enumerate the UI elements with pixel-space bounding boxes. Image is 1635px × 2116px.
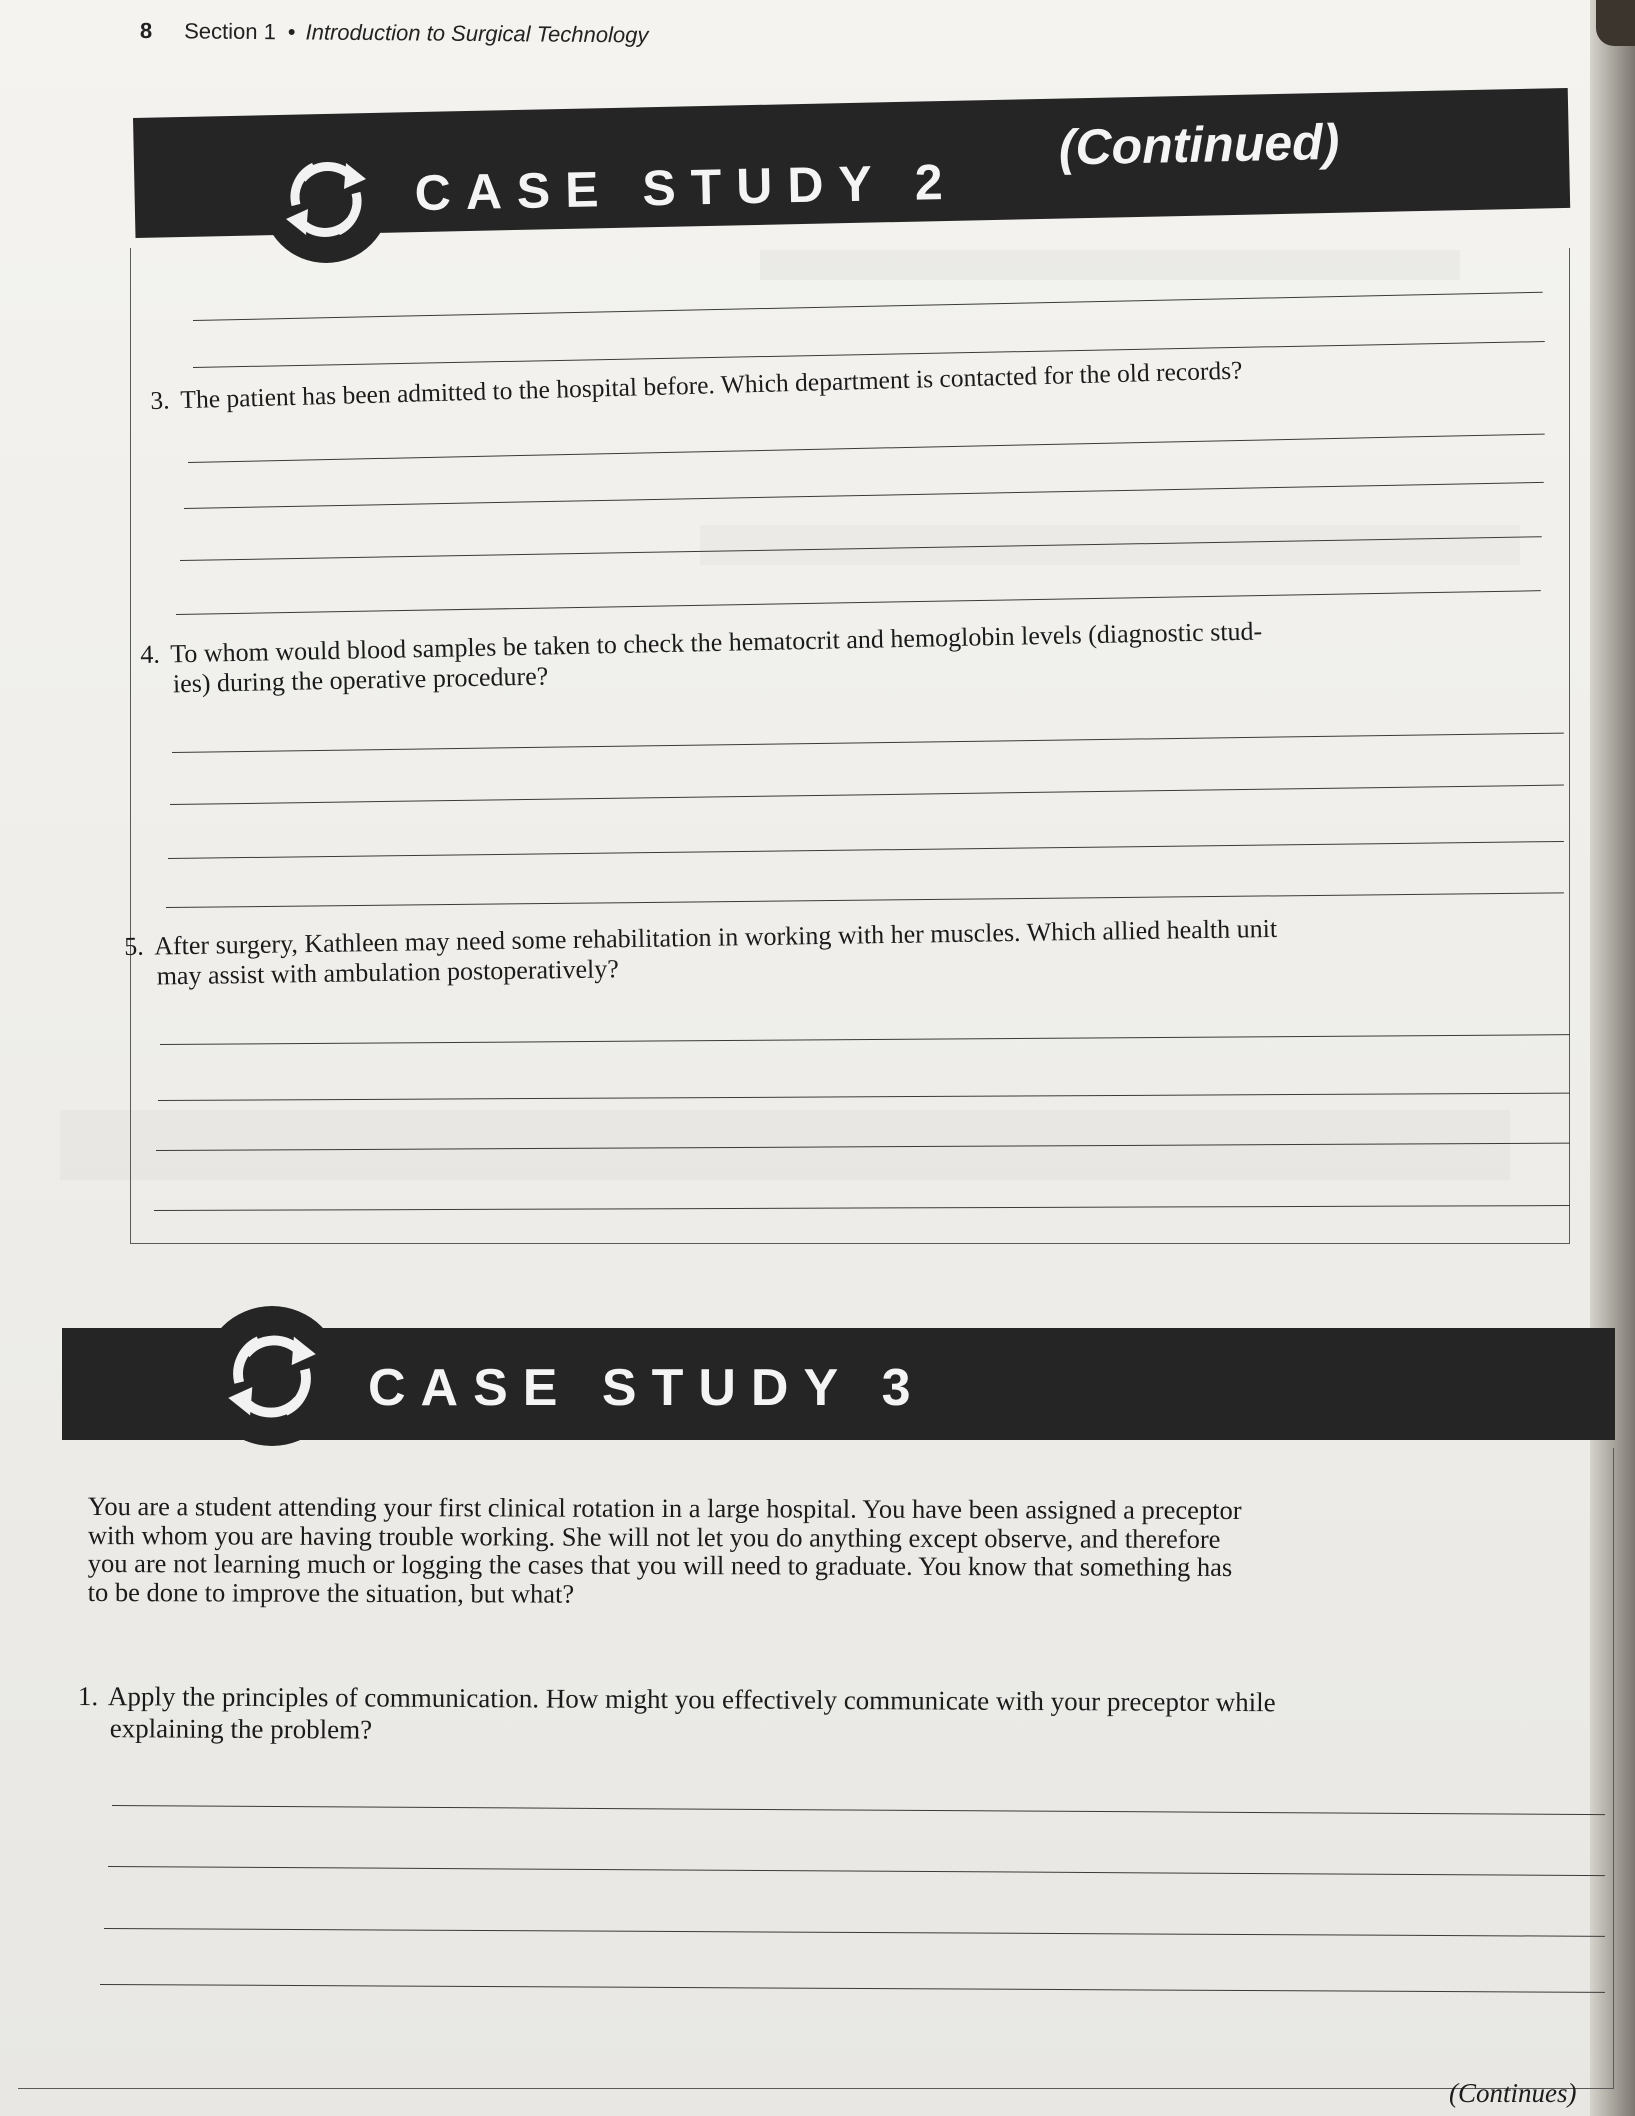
case-study-2-badge	[262, 135, 390, 263]
question-1	[78, 1680, 1276, 1750]
question-number: 1.	[77, 1681, 99, 1712]
case-study-3-badge	[202, 1306, 342, 1446]
circular-arrows-icon	[262, 135, 390, 263]
running-header	[140, 18, 649, 48]
case-study-3-label: CASE STUDY 3	[368, 1359, 926, 1417]
continues-label: (Continues)	[1449, 2078, 1577, 2108]
chapter-title: Introduction to Surgical Technology	[305, 19, 649, 48]
question-number: 3.	[150, 385, 170, 415]
scenario-line: to be done to improve the situation, but what?	[87, 1576, 575, 1609]
scenario-line: you are not learning much or logging the cases that you will need to graduate. You know that something has	[87, 1547, 1233, 1582]
question-text-line-2: ies) during the operative procedure?	[172, 661, 549, 699]
case-study-2-continued: (Continued)	[1058, 113, 1340, 176]
question-text-line-2: explaining the problem?	[109, 1713, 373, 1745]
section-label: Section 1	[184, 18, 276, 45]
question-text: The patient has been admitted to the hospital before. Which department is contacted for the old records?	[179, 355, 1243, 415]
scenario-line: with whom you are having trouble working. She will not let you do anything except observe, and therefore	[87, 1519, 1221, 1554]
question-text-line-1: After surgery, Kathleen may need some rehabilitation in working with her muscles. Which allied health unit	[153, 913, 1278, 961]
question-number: 5.	[124, 931, 144, 961]
page-number: 8	[139, 18, 153, 44]
question-text-line-1: Apply the principles of communication. How might you effectively communicate with your preceptor while	[107, 1681, 1276, 1718]
case-study-3-scenario	[88, 1492, 1242, 1610]
scenario-line: You are a student attending your first clinical rotation in a large hospital. You have been assigned a preceptor	[87, 1491, 1242, 1526]
question-text-line-2: may assist with ambulation postoperatively?	[156, 954, 620, 991]
circular-arrows-icon	[202, 1306, 342, 1446]
question-text-line-1: To whom would blood samples be taken to check the hematocrit and hemoglobin levels (diagnostic stud-	[169, 616, 1263, 669]
header-bullet: •	[287, 19, 296, 45]
case-study-2-label: CASE STUDY 2	[414, 153, 959, 222]
background-corner	[1596, 0, 1635, 46]
question-number: 4.	[140, 639, 161, 669]
